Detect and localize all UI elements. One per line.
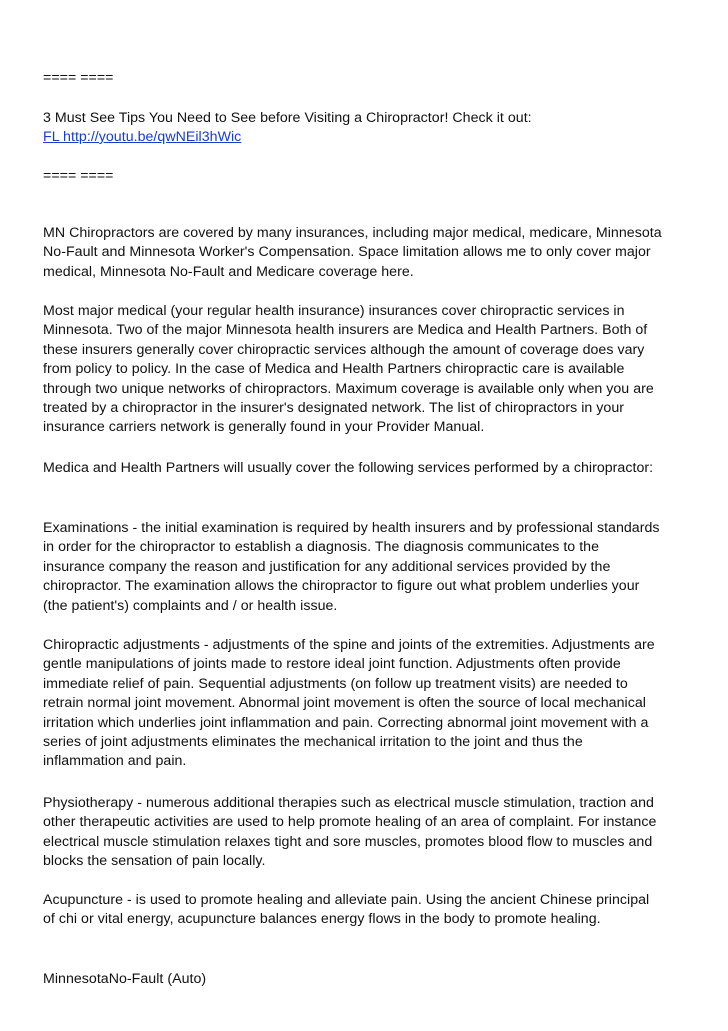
paragraph-insurance-overview: MN Chiropractors are covered by many insurances, including major medical, medicare, Minnesota No-Fault and Minnesota Worker's Compensation. Space limitation allows me to only cover major medical, Minnesota No-Fault and Medicare coverage here.	[43, 225, 662, 280]
paragraph-adjustments: Chiropractic adjustments - adjustments of the spine and joints of the extremities. Adjustments are gentle manipulations of joints made to restore ideal joint function. Adjustments often provide immediate relief of pain. Sequential adjustments (on follow up treatment visits) are needed to retrain normal joint movement. Abnormal joint movement is often the source of local mechanical irritation which underlies joint inflammation and pain. Correcting abnormal joint movement with a series of joint adjustments eliminates the mechanical irritation to the joint and thus the inflammation and pain.	[43, 637, 655, 770]
separator-bottom: ==== ====	[43, 168, 114, 184]
paragraph-examinations: Examinations - the initial examination is required by health insurers and by professional standards in order for the chiropractor to establish a diagnosis. The diagnosis communicates to the insurance company the reason and justification for any additional services provided by the chiropractor. The examination allows the chiropractor to figure out what problem underlies your (the patient's) complaints and / or health issue.	[43, 520, 660, 614]
paragraph-services-intro: Medica and Health Partners will usually cover the following services performed by a chiropractor:	[43, 460, 654, 476]
paragraph-physiotherapy: Physiotherapy - numerous additional therapies such as electrical muscle stimulation, traction and other therapeutic activities are used to help promote healing of an area of complaint. For instance electrical muscle stimulation relaxes tight and sore muscles, promotes blood flow to muscles and blocks the sensation of pain locally.	[43, 795, 657, 870]
separator-top: ==== ====	[43, 70, 114, 86]
promo-line: 3 Must See Tips You Need to See before Visiting a Chiropractor! Check it out:	[43, 110, 532, 126]
promo-video-link[interactable]: FL http://youtu.be/qwNEil3hWic	[43, 129, 242, 145]
paragraph-major-medical: Most major medical (your regular health insurance) insurances cover chiropractic services in Minnesota. Two of the major Minnesota health insurers are Medica and Health Partners. Both of these insurers generally cover chiropractic services although the amount of coverage does vary from policy to policy. In the case of Medica and Health Partners chiropractic care is available through two unique networks of chiropractors. Maximum coverage is available only when you are treated by a chiropractor in the insurer's designated network. The list of chiropractors in your insurance carriers network is generally found in your Provider Manual.	[43, 303, 654, 436]
paragraph-acupuncture: Acupuncture - is used to promote healing and alleviate pain. Using the ancient Chinese principal of chi or vital energy, acupuncture balances energy flows in the body to promote healing.	[43, 892, 650, 928]
section-heading-no-fault: MinnesotaNo-Fault (Auto)	[43, 971, 207, 987]
